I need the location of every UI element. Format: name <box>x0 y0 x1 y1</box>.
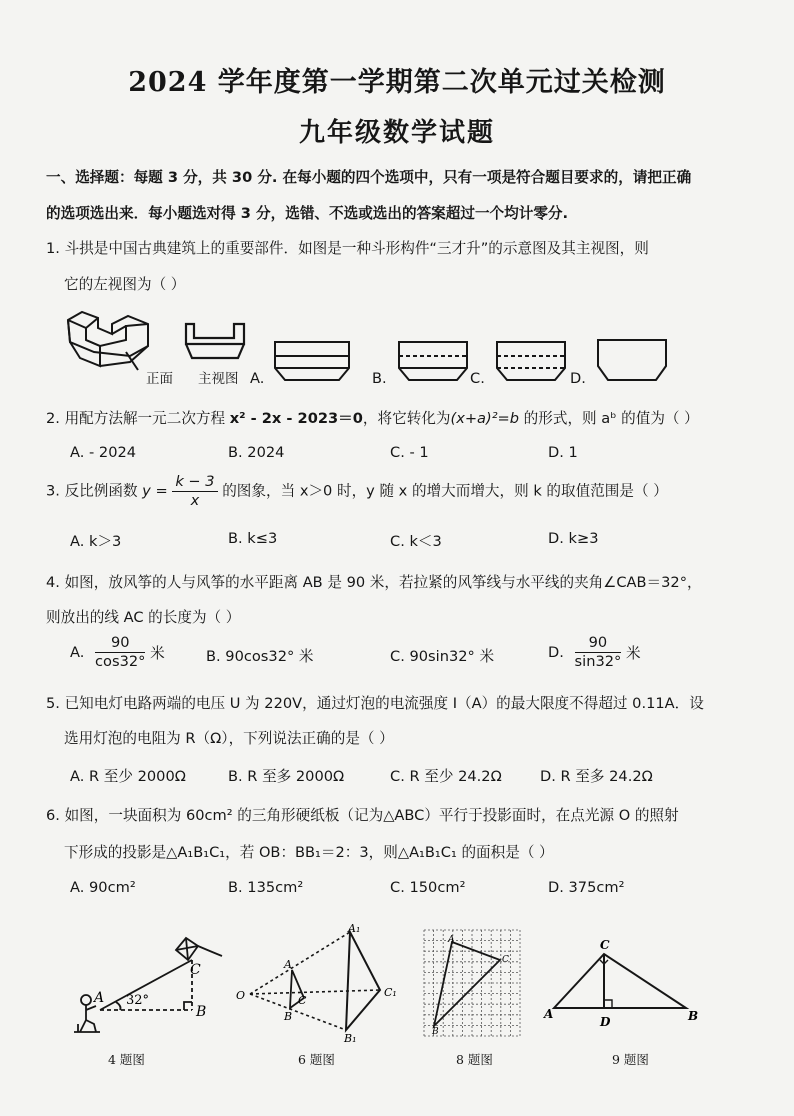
figure-6-caption: 6 题图 <box>298 1052 335 1067</box>
q4-option-a-numerator: 90 <box>95 634 145 653</box>
q1-option-b-figure[interactable] <box>397 338 471 384</box>
q1-option-c-label[interactable]: C. <box>470 370 485 387</box>
figure-9-triangle <box>540 936 704 1028</box>
q1-option-a-figure[interactable] <box>273 338 353 384</box>
q4-option-d-label: D. <box>548 644 564 661</box>
q4-stem-line1: 4. 如图，放风筝的人与风筝的水平距离 AB 是 90 米，若拉紧的风筝线与水平线的夹角∠CAB＝32°， <box>46 574 702 591</box>
fig6-label-a: A <box>284 958 292 971</box>
figure-8-caption: 8 题图 <box>456 1052 493 1067</box>
q2-option-d[interactable]: D. 1 <box>548 444 578 461</box>
q4-option-b[interactable]: B. 90cos32° 米 <box>206 648 314 665</box>
q1-stem-line1: 1. 斗拱是中国古典建筑上的重要部件．如图是一种斗形构件“三才升”的示意图及其主视图，则 <box>46 240 649 257</box>
q3-frac-denominator: x <box>190 492 200 509</box>
q4-option-a-denominator: cos32° <box>95 653 146 670</box>
q1-main-view-figure <box>182 320 250 362</box>
section-instructions-line1: 一、选择题：每题 3 分，共 30 分. 在每小题的四个选项中，只有一项是符合题目要求的，请把正确 <box>46 169 692 186</box>
q6-option-a[interactable]: A. 90cm² <box>70 879 136 896</box>
q1-label-main-view: 主视图 <box>198 371 239 387</box>
q2-equation: x² - 2x - 2023＝0 <box>229 410 363 427</box>
q3-stem <box>46 473 668 510</box>
q3-prefix: 3. 反比例函数 <box>46 482 143 500</box>
q4-option-d-fraction <box>575 634 622 671</box>
q4-option-d-numerator: 90 <box>575 634 622 653</box>
q5-option-a[interactable]: A. R 至少 2000Ω <box>70 768 186 785</box>
q4-option-d-denominator: sin32° <box>574 653 622 670</box>
q3-option-d[interactable]: D. k≥3 <box>548 530 599 547</box>
fig4-label-b: B <box>196 1004 207 1020</box>
q4-option-d-unit: 米 <box>625 645 641 662</box>
q1-stem-line2: 它的左视图为（ ） <box>64 276 186 293</box>
fig9-label-c: C <box>600 938 610 952</box>
q3-option-b[interactable]: B. k≤3 <box>228 530 278 547</box>
fig9-label-a: A <box>544 1007 554 1021</box>
fig6-label-b1: B₁ <box>344 1032 357 1045</box>
q3-fraction <box>172 473 217 510</box>
q1-option-a-label[interactable]: A. <box>250 370 265 387</box>
q5-option-b[interactable]: B. R 至多 2000Ω <box>228 768 345 785</box>
q3-option-a[interactable]: A. k＞3 <box>70 533 122 550</box>
fig4-label-c: C <box>190 962 201 978</box>
q2-prefix: 2. 用配方法解一元二次方程 <box>46 410 230 427</box>
q5-stem-line2: 选用灯泡的电阻为 R（Ω），下列说法正确的是（ ） <box>64 730 394 747</box>
fig6-label-c: C <box>298 994 307 1007</box>
q6-option-c[interactable]: C. 150cm² <box>390 879 466 896</box>
fig8-label-a: A <box>448 935 455 945</box>
q4-option-a-fraction <box>95 634 145 671</box>
q1-label-front: 正面 <box>146 371 173 387</box>
fig6-label-c1: C₁ <box>384 986 397 999</box>
q3-func-lhs: y = <box>142 482 168 500</box>
q1-option-b-label[interactable]: B. <box>372 370 387 387</box>
fig8-label-b: B <box>432 1027 439 1037</box>
q1-option-c-figure[interactable] <box>495 338 569 384</box>
q5-option-d[interactable]: D. R 至多 24.2Ω <box>540 768 653 785</box>
section-instructions-line2: 的选项选出来．每小题选对得 3 分，选错、不选或选出的答案超过一个均计零分. <box>46 205 569 222</box>
q3-option-c[interactable]: C. k＜3 <box>390 533 442 550</box>
fig9-label-d: D <box>600 1015 611 1029</box>
q4-option-d[interactable] <box>548 634 641 671</box>
figure-4-caption: 4 题图 <box>108 1052 145 1067</box>
q2-option-c[interactable]: C. - 1 <box>390 444 429 461</box>
fig9-label-b: B <box>688 1009 699 1023</box>
q4-option-a-unit: 米 <box>150 645 165 662</box>
figure-6-projection <box>234 922 398 1045</box>
fig4-label-angle: 32° <box>126 993 150 1008</box>
fig4-label-a: A <box>94 990 105 1006</box>
q3-frac-numerator: k − 3 <box>172 473 217 492</box>
q6-stem-line2: 下形成的投影是△A₁B₁C₁，若 OB：BB₁＝2：3，则△A₁B₁C₁ 的面积是（ ） <box>64 844 554 861</box>
figure-4-kite <box>72 932 242 1038</box>
q6-stem-line1: 6. 如图，一块面积为 60cm² 的三角形硬纸板（记为△ABC）平行于投影面时，在点光源 O 的照射 <box>46 807 679 824</box>
fig8-label-c: C <box>502 955 509 965</box>
q4-option-a[interactable] <box>70 634 165 671</box>
q2-option-b[interactable]: B. 2024 <box>228 444 285 461</box>
q6-option-d[interactable]: D. 375cm² <box>548 879 625 896</box>
figure-8-grid <box>424 930 520 1036</box>
q2-option-a[interactable]: A. - 2024 <box>70 444 137 461</box>
q2-suffix: 的形式，则 aᵇ 的值为（ ） <box>519 410 699 427</box>
q4-option-c[interactable]: C. 90sin32° 米 <box>390 648 495 665</box>
page-title: 2024 学年度第一学期第二次单元过关检测 <box>128 67 666 98</box>
q3-suffix: 的图象，当 x＞0 时，y 随 x 的增大而增大，则 k 的取值范围是（ ） <box>217 482 668 500</box>
fig6-label-b: B <box>284 1010 293 1023</box>
fig6-label-o: O <box>236 989 246 1002</box>
q2-form: (x+a)²=b <box>450 410 520 427</box>
figure-9-caption: 9 题图 <box>612 1052 649 1067</box>
fig6-label-a1: A₁ <box>348 922 361 935</box>
q6-option-b[interactable]: B. 135cm² <box>228 879 304 896</box>
q1-isometric-figure <box>60 306 160 386</box>
q1-option-d-figure[interactable] <box>596 336 670 384</box>
q5-stem-line1: 5. 已知电灯电路两端的电压 U 为 220V，通过灯泡的电流强度 I（A）的最大限度不得超过 0.11A．设 <box>46 695 704 712</box>
q4-stem-line2: 则放出的线 AC 的长度为（ ） <box>46 609 241 626</box>
q1-option-d-label[interactable]: D. <box>570 370 586 387</box>
q2-stem <box>46 407 699 428</box>
q5-option-c[interactable]: C. R 至少 24.2Ω <box>390 768 502 785</box>
q4-option-a-label: A. <box>70 644 85 661</box>
page-subtitle: 九年级数学试题 <box>298 118 495 148</box>
q2-middle: ，将它转化为 <box>362 410 451 427</box>
